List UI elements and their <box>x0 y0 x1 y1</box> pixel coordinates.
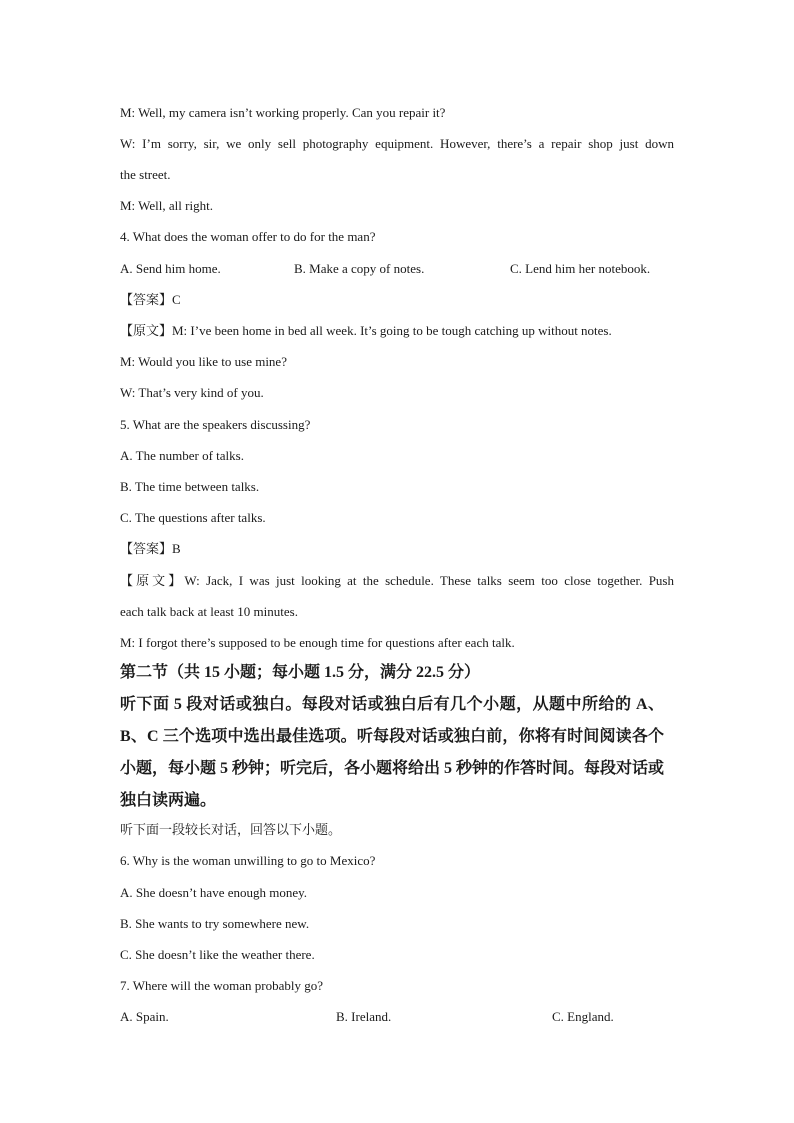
q4-option-c: C. Lend him her notebook. <box>510 261 651 276</box>
q6-option-b: B. She wants to try somewhere new. <box>120 916 310 931</box>
section-instruction: 听下面 5 段对话或独白。每段对话或独白后有几个小题，从题中所给的 A、 <box>120 696 664 713</box>
dialogue-line: M: Well, my camera isn’t working properly. Can you repair it? <box>120 105 446 120</box>
q7-option-a: A. Spain. <box>120 1009 169 1024</box>
q5-transcript-line: 【原文】W: Jack, I was just looking at the schedule. These talks seem too close together. Push <box>120 573 674 588</box>
q5-transcript-line: each talk back at least 10 minutes. <box>120 604 298 619</box>
question-6: 6. Why is the woman unwilling to go to Mexico? <box>120 853 376 868</box>
q4-option-a: A. Send him home. <box>120 261 221 276</box>
q4-option-b: B. Make a copy of notes. <box>294 261 425 276</box>
question-7: 7. Where will the woman probably go? <box>120 978 324 993</box>
question-4: 4. What does the woman offer to do for the man? <box>120 229 376 244</box>
section-instruction: 小题，每小题 5 秒钟；听完后，各小题将给出 5 秒钟的作答时间。每段对话或 <box>120 760 665 777</box>
section-instruction: B、C 三个选项中选出最佳选项。听每段对话或独白前，你将有时间阅读各个 <box>120 728 664 745</box>
q5-answer: 【答案】B <box>120 541 181 556</box>
section-instruction: 独白读两遍。 <box>120 792 217 809</box>
q4-transcript-line: 【原文】M: I’ve been home in bed all week. It’s going to be tough catching up without notes. <box>120 323 612 338</box>
q7-option-b: B. Ireland. <box>336 1009 392 1024</box>
section-title: 第二节（共 15 小题；每小题 1.5 分，满分 22.5 分） <box>120 664 481 681</box>
q5-option-a: A. The number of talks. <box>120 448 244 463</box>
dialogue-line: W: I’m sorry, sir, we only sell photography equipment. However, there’s a repair shop just down <box>120 136 674 151</box>
q5-option-b: B. The time between talks. <box>120 479 260 494</box>
q6-option-a: A. She doesn’t have enough money. <box>120 885 308 900</box>
dialogue-line: M: Well, all right. <box>120 198 213 213</box>
q5-transcript-line: M: I forgot there’s supposed to be enough time for questions after each talk. <box>120 635 515 650</box>
question-5: 5. What are the speakers discussing? <box>120 417 311 432</box>
listening-intro: 听下面一段较长对话，回答以下小题。 <box>120 822 342 837</box>
q4-transcript-line: M: Would you like to use mine? <box>120 354 287 369</box>
q4-answer: 【答案】C <box>120 292 181 307</box>
dialogue-line: the street. <box>120 167 171 182</box>
q4-transcript-line: W: That’s very kind of you. <box>120 385 264 400</box>
q5-option-c: C. The questions after talks. <box>120 510 266 525</box>
q6-option-c: C. She doesn’t like the weather there. <box>120 947 315 962</box>
q7-option-c: C. England. <box>552 1009 614 1024</box>
